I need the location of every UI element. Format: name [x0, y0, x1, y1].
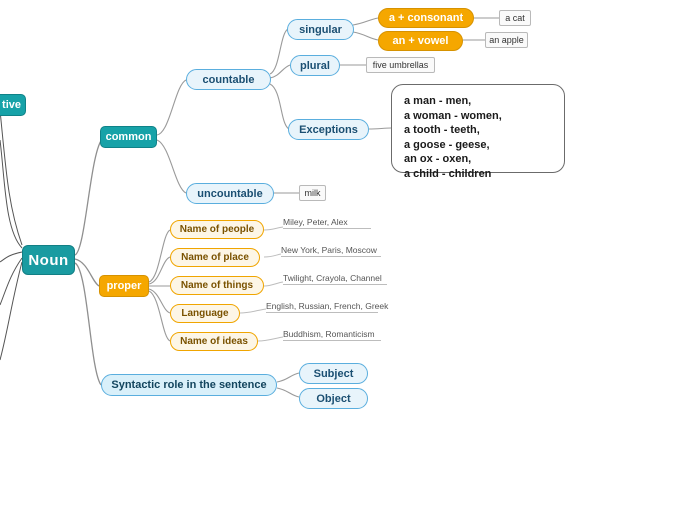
example-name-of-people — [283, 215, 371, 229]
node-exceptions[interactable] — [288, 119, 369, 140]
node-plural-label: plural — [300, 59, 330, 72]
example-name-of-ideas — [283, 327, 381, 341]
node-subject[interactable] — [299, 363, 368, 384]
example-language — [266, 299, 389, 313]
node-singular-label: singular — [299, 23, 342, 36]
node-subject-label: Subject — [313, 367, 354, 380]
node-language[interactable] — [170, 304, 240, 323]
example-name-of-things-label: Twilight, Crayola, Channel — [283, 273, 382, 283]
node-name-of-people[interactable] — [170, 220, 264, 239]
exception-item: a woman - women, — [404, 109, 502, 122]
exception-item: an ox - oxen, — [404, 153, 472, 165]
node-a-consonant[interactable] — [378, 8, 474, 28]
node-offscreen-adjective[interactable] — [0, 94, 26, 116]
example-milk-label: milk — [304, 188, 321, 198]
node-offscreen-label: tive — [2, 99, 21, 111]
exception-item: a child - children — [404, 167, 492, 180]
example-name-of-ideas-label: Buddhism, Romanticism — [283, 329, 375, 339]
node-root-noun[interactable] — [22, 245, 75, 275]
example-a-cat — [499, 10, 531, 26]
node-countable[interactable] — [186, 69, 271, 90]
node-name-of-things-label: Name of things — [180, 280, 254, 291]
node-syntactic-role[interactable] — [101, 374, 277, 396]
node-name-of-ideas-label: Name of ideas — [180, 336, 248, 347]
node-uncountable-label: uncountable — [197, 187, 263, 200]
example-five-umbrellas-label: five umbrellas — [372, 60, 429, 70]
node-proper[interactable] — [99, 275, 149, 297]
node-common-label: common — [105, 131, 152, 143]
node-name-of-place-label: Name of place — [181, 252, 249, 263]
exceptions-box — [391, 84, 565, 180]
example-name-of-people-label: Miley, Peter, Alex — [283, 217, 348, 227]
example-a-cat-label: a cat — [505, 13, 525, 23]
example-name-of-place — [281, 243, 381, 257]
example-name-of-place-label: New York, Paris, Moscow — [281, 245, 377, 255]
node-name-of-things[interactable] — [170, 276, 264, 295]
node-exceptions-label: Exceptions — [299, 123, 358, 136]
example-an-apple — [485, 32, 528, 48]
node-name-of-place[interactable] — [170, 248, 260, 267]
node-object-label: Object — [316, 392, 351, 405]
node-plural[interactable] — [290, 55, 340, 76]
node-object[interactable] — [299, 388, 368, 409]
node-name-of-people-label: Name of people — [179, 224, 255, 235]
node-proper-label: proper — [106, 280, 142, 292]
node-uncountable[interactable] — [186, 183, 274, 204]
example-milk — [299, 185, 326, 201]
node-countable-label: countable — [202, 73, 255, 86]
example-an-apple-label: an apple — [489, 35, 524, 45]
node-syntactic-label: Syntactic role in the sentence — [111, 379, 267, 391]
exception-item: a goose - geese, — [404, 138, 490, 151]
node-an-vowel-label: an + vowel — [392, 35, 449, 47]
example-language-label: English, Russian, French, Greek — [266, 301, 389, 311]
node-an-vowel[interactable] — [378, 31, 463, 51]
exception-item: a man - men, — [404, 95, 472, 107]
node-a-consonant-label: a + consonant — [388, 12, 464, 24]
node-singular[interactable] — [287, 19, 354, 40]
node-common[interactable] — [100, 126, 157, 148]
example-five-umbrellas — [366, 57, 435, 73]
example-name-of-things — [283, 271, 387, 285]
node-root-label: Noun — [28, 251, 69, 269]
node-language-label: Language — [181, 308, 229, 319]
node-name-of-ideas[interactable] — [170, 332, 258, 351]
exception-item: a tooth - teeth, — [404, 124, 480, 136]
